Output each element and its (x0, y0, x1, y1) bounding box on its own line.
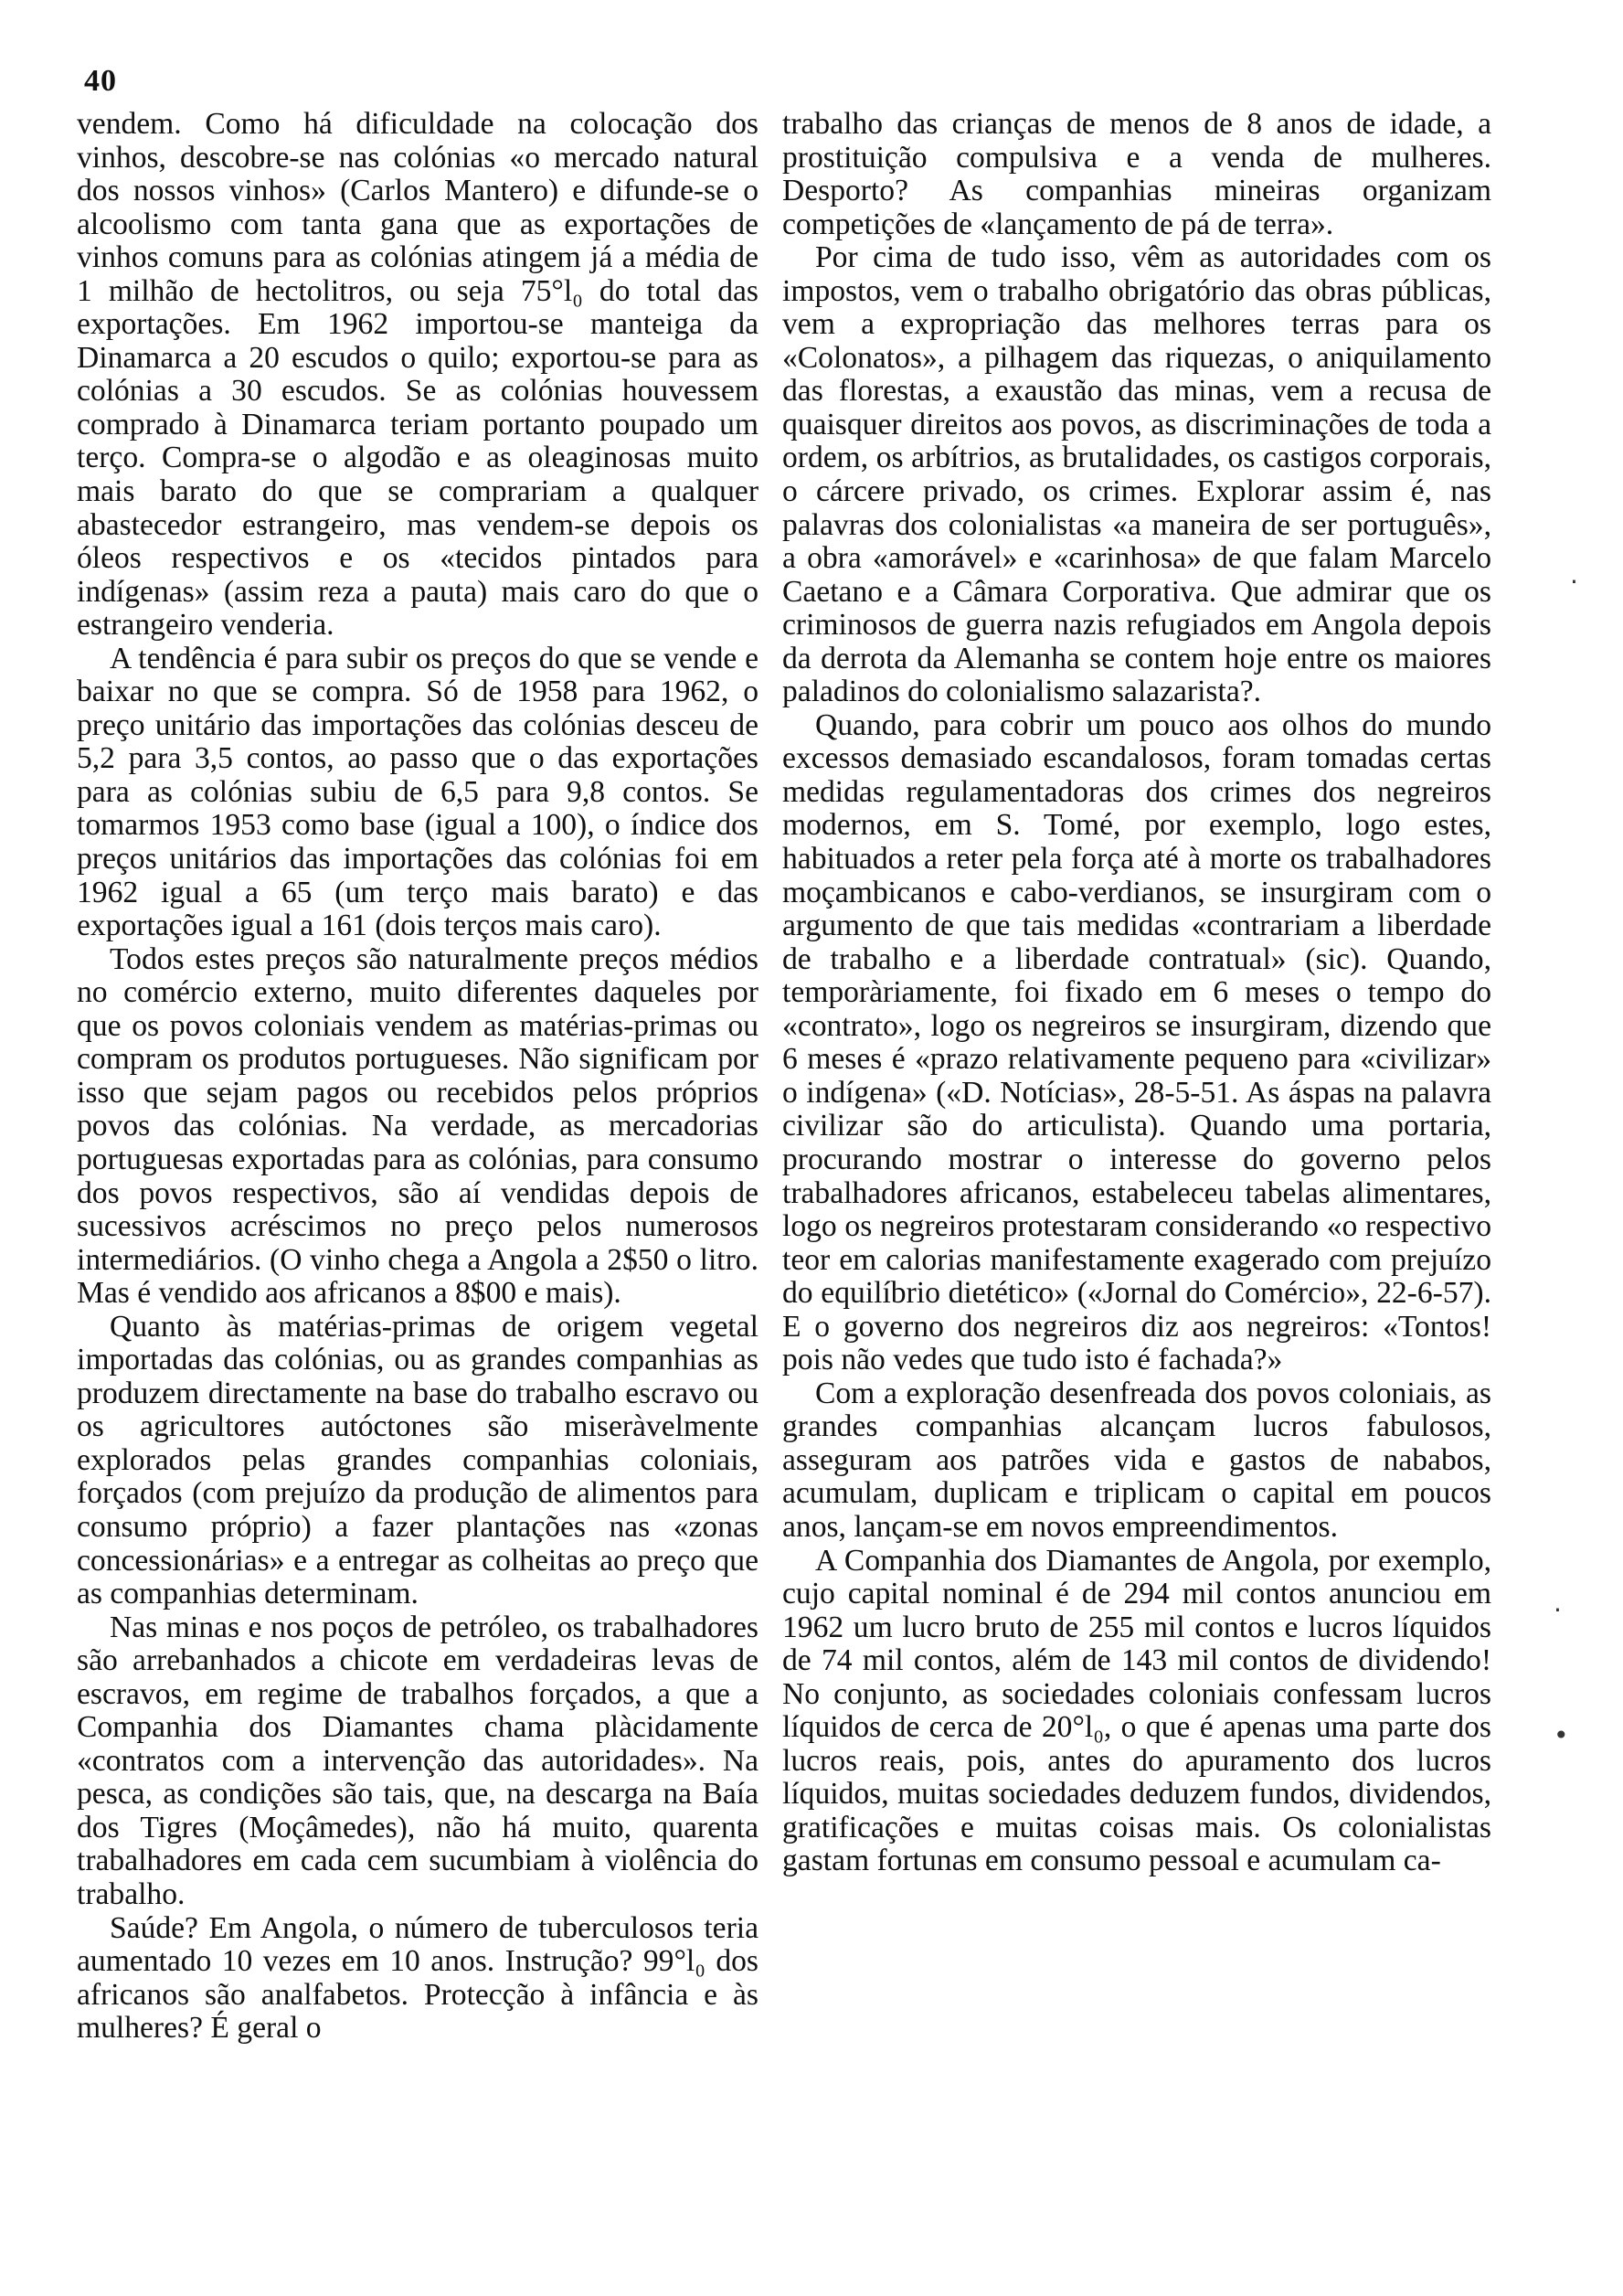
left-column (77, 108, 758, 2046)
paragraph: A Companhia dos Diamantes de Angola, por exemplo, cujo capital nominal é de 294 mil contos anunciou em 1962 um lucro bruto de 255 mil contos e lucros líquidos de 74 mil contos, além de 143 mil contos de dividendo! No conjunto, as sociedades coloniais confessam lucros líquidos de cerca de 20°l₀, o que é apenas uma parte dos lucros reais, pois, antes do apuramento dos lucros líquidos, muitas sociedades deduzem fundos, dividendos, gratificações e muitas coisas mais. Os colonialistas gastam fortunas em consumo pessoal e acumulam ca- (782, 1543, 1491, 1878)
paragraph: Saúde? Em Angola, o número de tuberculosos teria aumentado 10 vezes em 10 anos. Instrução? 99°l₀ dos africanos são analfabetos. Protecção à infância e às mulheres? É geral o (77, 1910, 758, 2046)
margin-speck: · (1570, 567, 1578, 597)
margin-speck: · (1554, 1595, 1562, 1625)
paragraph: A tendência é para subir os preços do que se vende e baixar no que se compra. Só de 1958 para 1962, o preço unitário das importações das colónias desceu de 5,2 para 3,5 contos, ao passo que o das exportações para as colónias subiu de 6,5 para 9,8 contos. Se tomarmos 1953 como base (igual a 100), o índice dos preços unitários das importações das colónias foi em 1962 igual a 65 (um terço mais barato) e das exportações igual a 161 (dois terços mais caro). (77, 641, 758, 943)
paragraph: Com a exploração desenfreada dos povos coloniais, as grandes companhias alcançam lucros fabulosos, asseguram aos patrões vida e gastos de nababos, acumulam, duplicam e triplicam o capital em poucos anos, lançam-se em novos empreendimentos. (782, 1376, 1491, 1544)
paragraph: trabalho das crianças de menos de 8 anos de idade, a prostituição compulsiva e a venda de mulheres. Desporto? As companhias mineiras organizam competições de «lançamento de pá de terra». (782, 107, 1491, 241)
margin-speck: • (1554, 1720, 1569, 1750)
paragraph: Todos estes preços são naturalmente preços médios no comércio externo, muito diferentes daqueles por que os povos coloniais vendem as matérias-primas ou compram os produtos portugueses. Não significam por isso que sejam pagos ou recebidos pelos próprios povos das colónias. Na verdade, as mercadorias portuguesas exportadas para as colónias, para consumo dos povos respectivos, são aí vendidas depois de sucessivos acréscimos no preço pelos numerosos intermediários. (O vinho chega a Angola a 2$50 o litro. Mas é vendido aos africanos a 8$00 e mais). (77, 941, 758, 1311)
paragraph: Quanto às matérias-primas de origem vegetal importadas das colónias, ou as grandes companhias as produzem directamente na base do trabalho escravo ou os agricultores autóctones são miseràvelmente explorados pelas grandes companhias coloniais, forçados (com prejuízo da produção de alimentos para consumo próprio) a fazer plantações nas «zonas concessionárias» e a entregar as colheitas ao preço que as companhias determinam. (77, 1309, 758, 1611)
paragraph: vendem. Como há dificuldade na colocação dos vinhos, descobre-se nas colónias «o mercado natural dos nossos vinhos» (Carlos Mantero) e difunde-se o alcoolismo com tanta gana que as exportações de vinhos comuns para as colónias atingem já a média de 1 milhão de hectolitros, ou seja 75°l₀ do total das exportações. Em 1962 importou-se manteiga da Dinamarca a 20 escudos o quilo; exportou-se para as colónias a 30 escudos. Se as colónias houvessem comprado à Dinamarca teriam portanto poupado um terço. Compra-se o algodão e as oleaginosas muito mais barato do que se comprariam a qualquer abastecedor estrangeiro, mas vendem-se depois os óleos respectivos e os «tecidos pintados para indígenas» (assim reza a pauta) mais caro do que o estrangeiro venderia. (77, 107, 758, 643)
page-number: 40 (84, 64, 117, 98)
right-column (782, 108, 1491, 1878)
paragraph: Quando, para cobrir um pouco aos olhos do mundo excessos demasiado escandalosos, foram tomadas certas medidas regulamentadoras dos crimes dos negreiros modernos, em S. Tomé, por exemplo, logo estes, habituados a reter pela força até à morte os trabalhadores moçambicanos e cabo-verdianos, se insurgiram com o argumento de que tais medidas «contrariam a liberdade de trabalho e a liberdade contratual» (sic). Quando, temporàriamente, foi fixado em 6 meses o tempo do «contrato», logo os negreiros se insurgiram, dizendo que 6 meses é «prazo relativamente pequeno para «civilizar» o indígena» («D. Notícias», 28-5-51. As áspas na palavra civilizar são do articulista). Quando uma portaria, procurando mostrar o interesse do governo pelos trabalhadores africanos, estabeleceu tabelas alimentares, logo os negreiros protestaram considerando «o respectivo teor em calorias manifestamente exagerado com prejuízo do equilíbrio dietético» («Jornal do Comércio», 22-6-57). E o governo dos negreiros diz aos negreiros: «Tontos! pois não vedes que tudo isto é fachada?» (782, 707, 1491, 1377)
paragraph: Por cima de tudo isso, vêm as autoridades com os impostos, vem o trabalho obrigatório das obras públicas, vem a expropriação das melhores terras para os «Colonatos», a pilhagem das riquezas, o aniquilamento das florestas, a exaustão das minas, vem a recusa de quaisquer direitos aos povos, as discriminações de toda a ordem, os arbítrios, as brutalidades, os castigos corporais, o cárcere privado, os crimes. Explorar assim é, nas palavras dos colonialistas «a maneira de ser português», a obra «amorável» e «carinhosa» de que falam Marcelo Caetano e a Câmara Corporativa. Que admirar que os criminosos de guerra nazis refugiados em Angola depois da derrota da Alemanha se contem hoje entre os maiores paladinos do colonialismo salazarista?. (782, 240, 1491, 709)
paragraph: Nas minas e nos poços de petróleo, os trabalhadores são arrebanhados a chicote em verdadeiras levas de escravos, em regime de trabalhos forçados, a que a Companhia dos Diamantes chama plàcidamente «contratos com a intervenção das autoridades». Na pesca, as condições são tais, que, na descarga na Baía dos Tigres (Moçâmedes), não há muito, quarenta trabalhadores em cada cem sucumbiam à violência do trabalho. (77, 1610, 758, 1911)
